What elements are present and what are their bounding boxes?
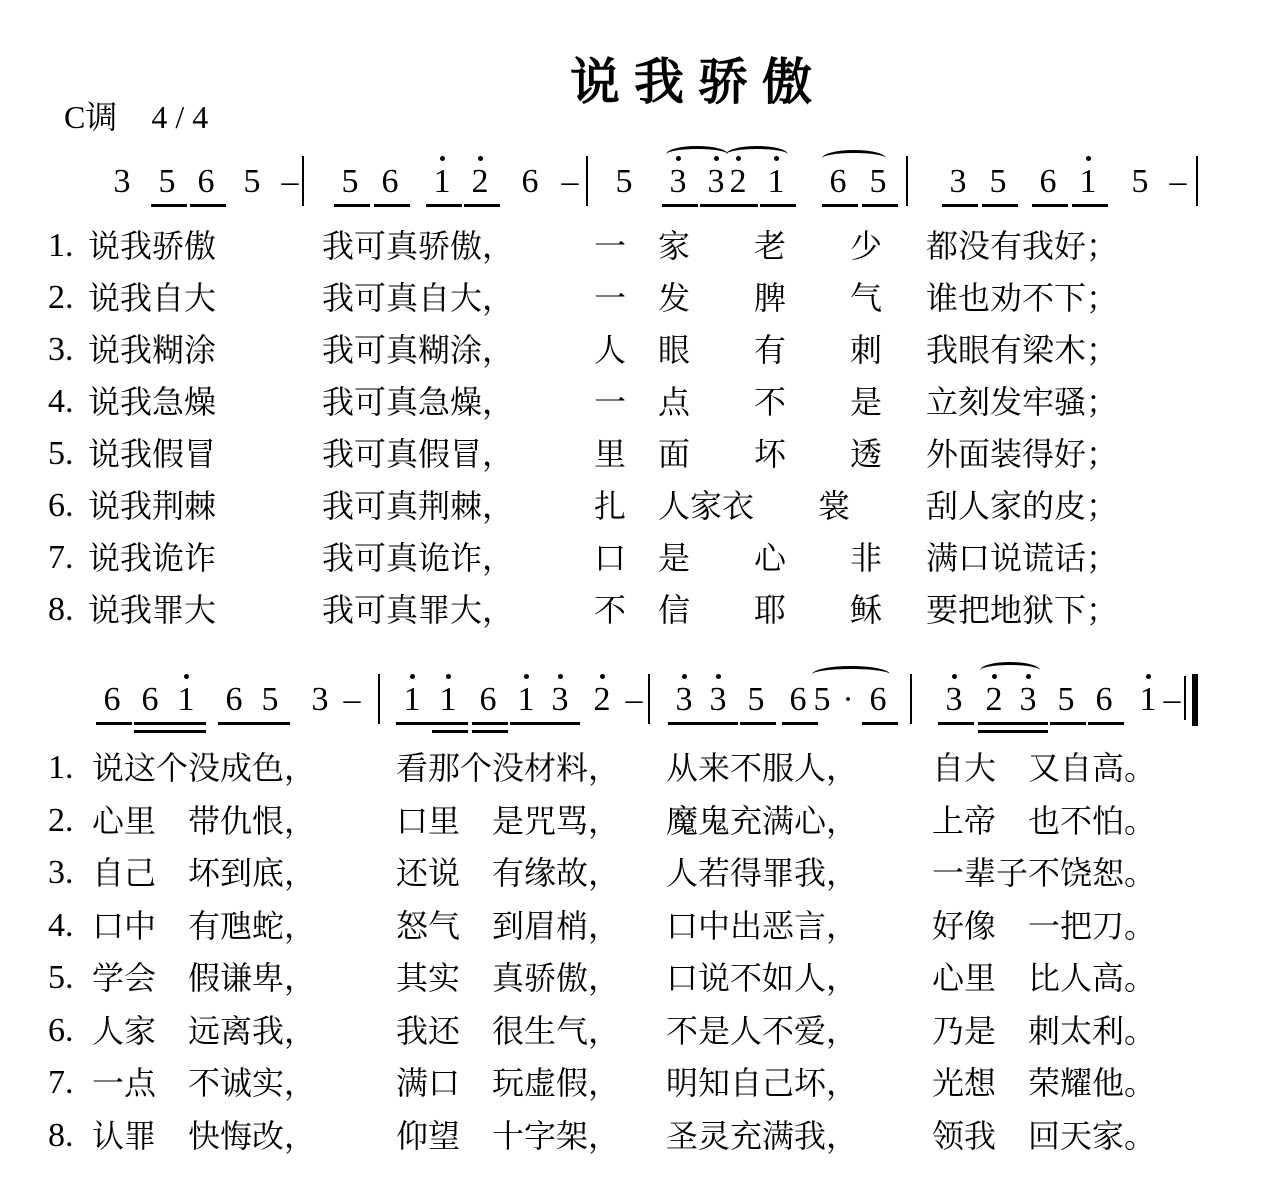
eighth-underline <box>254 722 290 725</box>
note: 3 <box>113 163 131 200</box>
note: – <box>1163 681 1181 718</box>
eighth-underline <box>218 722 254 725</box>
slur <box>666 146 728 163</box>
eighth-underline <box>190 204 226 207</box>
note: 6 <box>521 163 539 200</box>
lyric-segment: 说我荆棘 <box>88 487 217 525</box>
notation-line-2 <box>0 680 1261 750</box>
note: 3 <box>707 163 725 200</box>
eighth-underline <box>862 722 898 725</box>
lyric-segment: 我可真糊涂， <box>322 331 515 369</box>
note: 3 <box>945 681 963 718</box>
note: 5 <box>341 163 359 200</box>
eighth-underline <box>938 722 974 725</box>
note: 6 <box>789 681 807 718</box>
note: 5 <box>615 163 633 200</box>
high-octave-dot <box>716 674 721 679</box>
lyric-segment: 我可真荆棘， <box>322 487 515 525</box>
lyric-segment: 说我诡诈 <box>88 539 217 577</box>
high-octave-dot <box>952 674 957 679</box>
note: 6 <box>1039 163 1057 200</box>
lyric-segment: 圣灵充满我， <box>666 1116 859 1155</box>
lyric-segment: 人若得罪我， <box>666 854 859 892</box>
note: 3 <box>709 681 727 718</box>
note: 3 <box>669 163 687 200</box>
sixteenth-underline <box>170 730 206 733</box>
note: · <box>842 681 854 718</box>
lyric-verse-number: 8. <box>48 1116 74 1154</box>
lyric-segment: 怒气 到眉梢， <box>396 906 621 945</box>
sixteenth-underline <box>1012 730 1048 733</box>
lyric-segment: 魔鬼充满心， <box>666 801 859 840</box>
time-signature: 4 / 4 <box>151 99 209 135</box>
eighth-underline <box>396 722 432 725</box>
lyric-segment: 还说 有缘故， <box>396 854 621 892</box>
lyric-segment: 满口说谎话； <box>926 539 1119 577</box>
notation-line-1 <box>0 162 1261 232</box>
sixteenth-underline <box>134 730 170 733</box>
lyric-segment: 不是人不爱， <box>666 1011 859 1050</box>
lyric-verse-number: 5. <box>48 435 74 472</box>
high-octave-dot <box>478 156 483 161</box>
lyric-segment: 学会 假谦卑， <box>92 959 317 997</box>
eighth-underline <box>942 204 978 207</box>
song-meta <box>64 92 234 138</box>
note: 3 <box>949 163 967 200</box>
note: 3 <box>1019 681 1037 718</box>
lyric-segment: 口中 有虺蛇， <box>92 906 317 945</box>
lyric-verse-number: 4. <box>48 906 74 944</box>
lyric-segment: 里 面 坏 透 <box>594 435 883 473</box>
slur <box>822 150 886 167</box>
eighth-underline <box>982 204 1018 207</box>
high-octave-dot <box>1146 674 1151 679</box>
lyric-verse-number: 4. <box>48 383 74 420</box>
note: 6 <box>225 681 243 718</box>
note: 6 <box>479 681 497 718</box>
note: 3 <box>311 681 329 718</box>
lyric-segment: 说我急燥 <box>88 383 217 421</box>
lyric-segment: 我还 很生气， <box>396 1011 621 1050</box>
note: 2 <box>471 163 489 200</box>
lyric-segment: 要把地狱下； <box>926 591 1119 629</box>
eighth-underline <box>822 204 858 207</box>
song-title: 说我骄傲 <box>570 53 826 111</box>
lyric-segment: 看那个没材料， <box>396 749 621 787</box>
barline <box>910 674 912 724</box>
lyric-verse-number: 7. <box>48 1064 74 1101</box>
eighth-underline <box>510 722 546 725</box>
lyric-verse-number: 7. <box>48 539 74 576</box>
lyric-verse-number: 8. <box>48 591 74 628</box>
high-octave-dot <box>600 674 605 679</box>
lyric-segment: 心里 带仇恨， <box>92 801 317 840</box>
eighth-underline <box>702 722 738 725</box>
barline <box>378 674 380 724</box>
note: 1 <box>1079 163 1097 200</box>
eighth-underline <box>472 722 508 725</box>
note: 3 <box>675 681 693 718</box>
lyric-segment: 人 眼 有 刺 <box>594 331 883 369</box>
lyric-segment: 心里 比人高。 <box>932 959 1157 997</box>
eighth-underline <box>978 722 1014 725</box>
high-octave-dot <box>184 674 189 679</box>
note: – <box>561 163 579 200</box>
note: 1 <box>1139 681 1157 718</box>
lyric-verse-number: 2. <box>48 279 74 316</box>
lyric-verse-number: 5. <box>48 959 74 996</box>
note: 1 <box>767 163 785 200</box>
note: 1 <box>517 681 535 718</box>
lyric-segment: 人家 远离我， <box>92 1011 317 1050</box>
eighth-underline <box>1032 204 1068 207</box>
barline <box>1184 676 1186 720</box>
eighth-underline <box>1088 722 1124 725</box>
lyric-segment: 我眼有梁木； <box>926 331 1119 369</box>
note: 5 <box>989 163 1007 200</box>
high-octave-dot <box>446 674 451 679</box>
sixteenth-underline <box>432 730 468 733</box>
note: – <box>625 681 643 718</box>
lyric-segment: 一点 不诚实， <box>92 1064 317 1102</box>
lyric-segment: 自己 坏到底， <box>92 854 317 892</box>
barline <box>648 674 650 724</box>
lyric-segment: 一 发 脾 气 <box>594 279 883 317</box>
eighth-underline <box>760 204 796 207</box>
lyric-segment: 我可真诡诈， <box>322 539 515 577</box>
lyric-segment: 我可真自大， <box>322 279 515 317</box>
lyric-segment: 说我骄傲 <box>88 227 217 265</box>
high-octave-dot <box>682 674 687 679</box>
lyric-segment: 我可真罪大， <box>322 591 515 629</box>
lyric-segment: 都没有我好； <box>926 227 1119 265</box>
high-octave-dot <box>440 156 445 161</box>
eighth-underline <box>134 722 170 725</box>
note: 1 <box>177 681 195 718</box>
eighth-underline <box>151 204 187 207</box>
eighth-underline <box>334 204 370 207</box>
lyric-segment: 说我自大 <box>88 279 217 317</box>
note: 5 <box>158 163 176 200</box>
lyric-verse-number: 3. <box>48 331 74 368</box>
barline <box>302 156 304 206</box>
note: 6 <box>103 681 121 718</box>
lyric-segment: 口里 是咒骂， <box>396 801 621 840</box>
note: 1 <box>433 163 451 200</box>
eighth-underline <box>862 204 898 207</box>
lyric-segment: 说这个没成色， <box>92 749 317 787</box>
note: 2 <box>593 681 611 718</box>
lyric-verse-number: 2. <box>48 801 74 839</box>
lyric-verse-number: 1. <box>48 749 74 786</box>
lyric-segment: 一辈子不饶恕。 <box>932 854 1157 892</box>
note: 1 <box>439 681 457 718</box>
lyric-segment: 自大 又自高。 <box>932 749 1157 787</box>
note: 6 <box>869 681 887 718</box>
lyric-verse-number: 6. <box>48 487 74 524</box>
eighth-underline <box>1072 204 1108 207</box>
high-octave-dot <box>1086 156 1091 161</box>
slur <box>980 662 1040 679</box>
lyric-segment: 说我假冒 <box>88 435 217 473</box>
slur <box>812 666 890 683</box>
lyric-segment: 光想 荣耀他。 <box>932 1064 1157 1102</box>
lyric-segment: 扎 人家衣 裳 <box>594 487 851 525</box>
lyric-segment: 仰望 十字架， <box>396 1116 621 1155</box>
note: 6 <box>141 681 159 718</box>
note: 6 <box>197 163 215 200</box>
lyric-segment: 乃是 刺太利。 <box>932 1011 1157 1050</box>
note: 5 <box>1131 163 1149 200</box>
eighth-underline <box>464 204 500 207</box>
lyric-segment: 外面装得好； <box>926 435 1119 473</box>
lyric-segment: 一 点 不 是 <box>594 383 883 421</box>
lyric-segment: 谁也劝不下； <box>926 279 1119 317</box>
lyric-segment: 明知自己坏， <box>666 1064 859 1102</box>
note: 5 <box>243 163 261 200</box>
sixteenth-underline <box>472 730 508 733</box>
lyric-segment: 刮人家的皮； <box>926 487 1119 525</box>
note: 5 <box>869 163 887 200</box>
lyric-segment: 领我 回天家。 <box>932 1116 1157 1155</box>
lyric-segment: 说我糊涂 <box>88 331 217 369</box>
key-signature: C调 <box>64 99 118 135</box>
lyric-segment: 我可真假冒， <box>322 435 515 473</box>
note: 5 <box>747 681 765 718</box>
note: 5 <box>813 681 831 718</box>
eighth-underline <box>426 204 462 207</box>
note: 6 <box>829 163 847 200</box>
note: 2 <box>729 163 747 200</box>
lyric-segment: 立刻发牢骚； <box>926 383 1119 421</box>
lyric-segment: 口说不如人， <box>666 959 859 997</box>
note: 2 <box>985 681 1003 718</box>
eighth-underline <box>722 204 758 207</box>
eighth-underline <box>1050 722 1086 725</box>
lyric-segment: 一 家 老 少 <box>594 227 883 265</box>
high-octave-dot <box>558 674 563 679</box>
barline <box>586 156 588 206</box>
note: 3 <box>551 681 569 718</box>
lyric-segment: 其实 真骄傲， <box>396 959 621 997</box>
note: 6 <box>1095 681 1113 718</box>
eighth-underline <box>662 204 698 207</box>
lyric-segment: 上帝 也不怕。 <box>932 801 1157 840</box>
sixteenth-underline <box>978 730 1014 733</box>
eighth-underline <box>782 722 818 725</box>
lyric-segment: 好像 一把刀。 <box>932 906 1157 945</box>
eighth-underline <box>740 722 776 725</box>
lyric-verse-number: 6. <box>48 1011 74 1049</box>
barline <box>1196 156 1198 206</box>
eighth-underline <box>374 204 410 207</box>
eighth-underline <box>96 722 132 725</box>
slur <box>726 146 788 163</box>
high-octave-dot <box>524 674 529 679</box>
lyric-segment: 从来不服人， <box>666 749 859 787</box>
eighth-underline <box>170 722 206 725</box>
note: 1 <box>403 681 421 718</box>
lyric-segment: 我可真骄傲， <box>322 227 515 265</box>
lyric-segment: 认罪 快悔改， <box>92 1116 317 1155</box>
lyric-verse-number: 1. <box>48 227 74 264</box>
eighth-underline <box>668 722 704 725</box>
note: 6 <box>381 163 399 200</box>
lyric-verse-number: 3. <box>48 854 74 891</box>
lyric-segment: 不 信 耶 稣 <box>594 591 883 629</box>
eighth-underline <box>544 722 580 725</box>
note: – <box>343 681 361 718</box>
eighth-underline <box>432 722 468 725</box>
lyric-segment: 口 是 心 非 <box>594 539 883 577</box>
note: 5 <box>261 681 279 718</box>
barline <box>906 156 908 206</box>
note: – <box>1169 163 1187 200</box>
final-barline <box>1192 674 1198 726</box>
note: 5 <box>1057 681 1075 718</box>
lyric-segment: 说我罪大 <box>88 591 217 629</box>
lyric-segment: 满口 玩虚假， <box>396 1064 621 1102</box>
eighth-underline <box>1012 722 1048 725</box>
high-octave-dot <box>410 674 415 679</box>
lyric-segment: 口中出恶言， <box>666 906 859 945</box>
lyric-segment: 我可真急燥， <box>322 383 515 421</box>
note: – <box>281 163 299 200</box>
